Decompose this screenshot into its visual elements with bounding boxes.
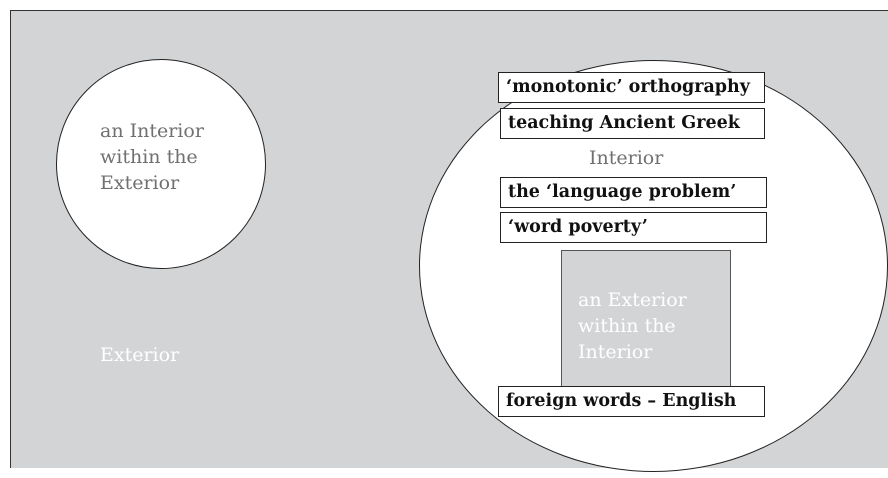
box-monotonic-orthography: ‘monotonic’ orthography	[498, 72, 765, 103]
box-word-poverty: ‘word poverty’	[500, 212, 767, 243]
box-language-problem: the ‘language problem’	[500, 177, 767, 208]
interior-label: Interior	[589, 147, 664, 169]
interior-within-exterior-label	[100, 118, 204, 196]
label-line: Interior	[578, 341, 653, 363]
exterior-within-interior-label	[578, 287, 687, 365]
label-line: within the	[578, 315, 676, 337]
label-line: an Interior	[100, 120, 204, 142]
label-line: Exterior	[100, 172, 180, 194]
box-teaching-ancient-greek: teaching Ancient Greek	[500, 108, 765, 139]
label-line: within the	[100, 146, 198, 168]
label-line: an Exterior	[578, 289, 687, 311]
box-foreign-words-english: foreign words – English	[498, 386, 765, 417]
exterior-label: Exterior	[100, 344, 180, 366]
